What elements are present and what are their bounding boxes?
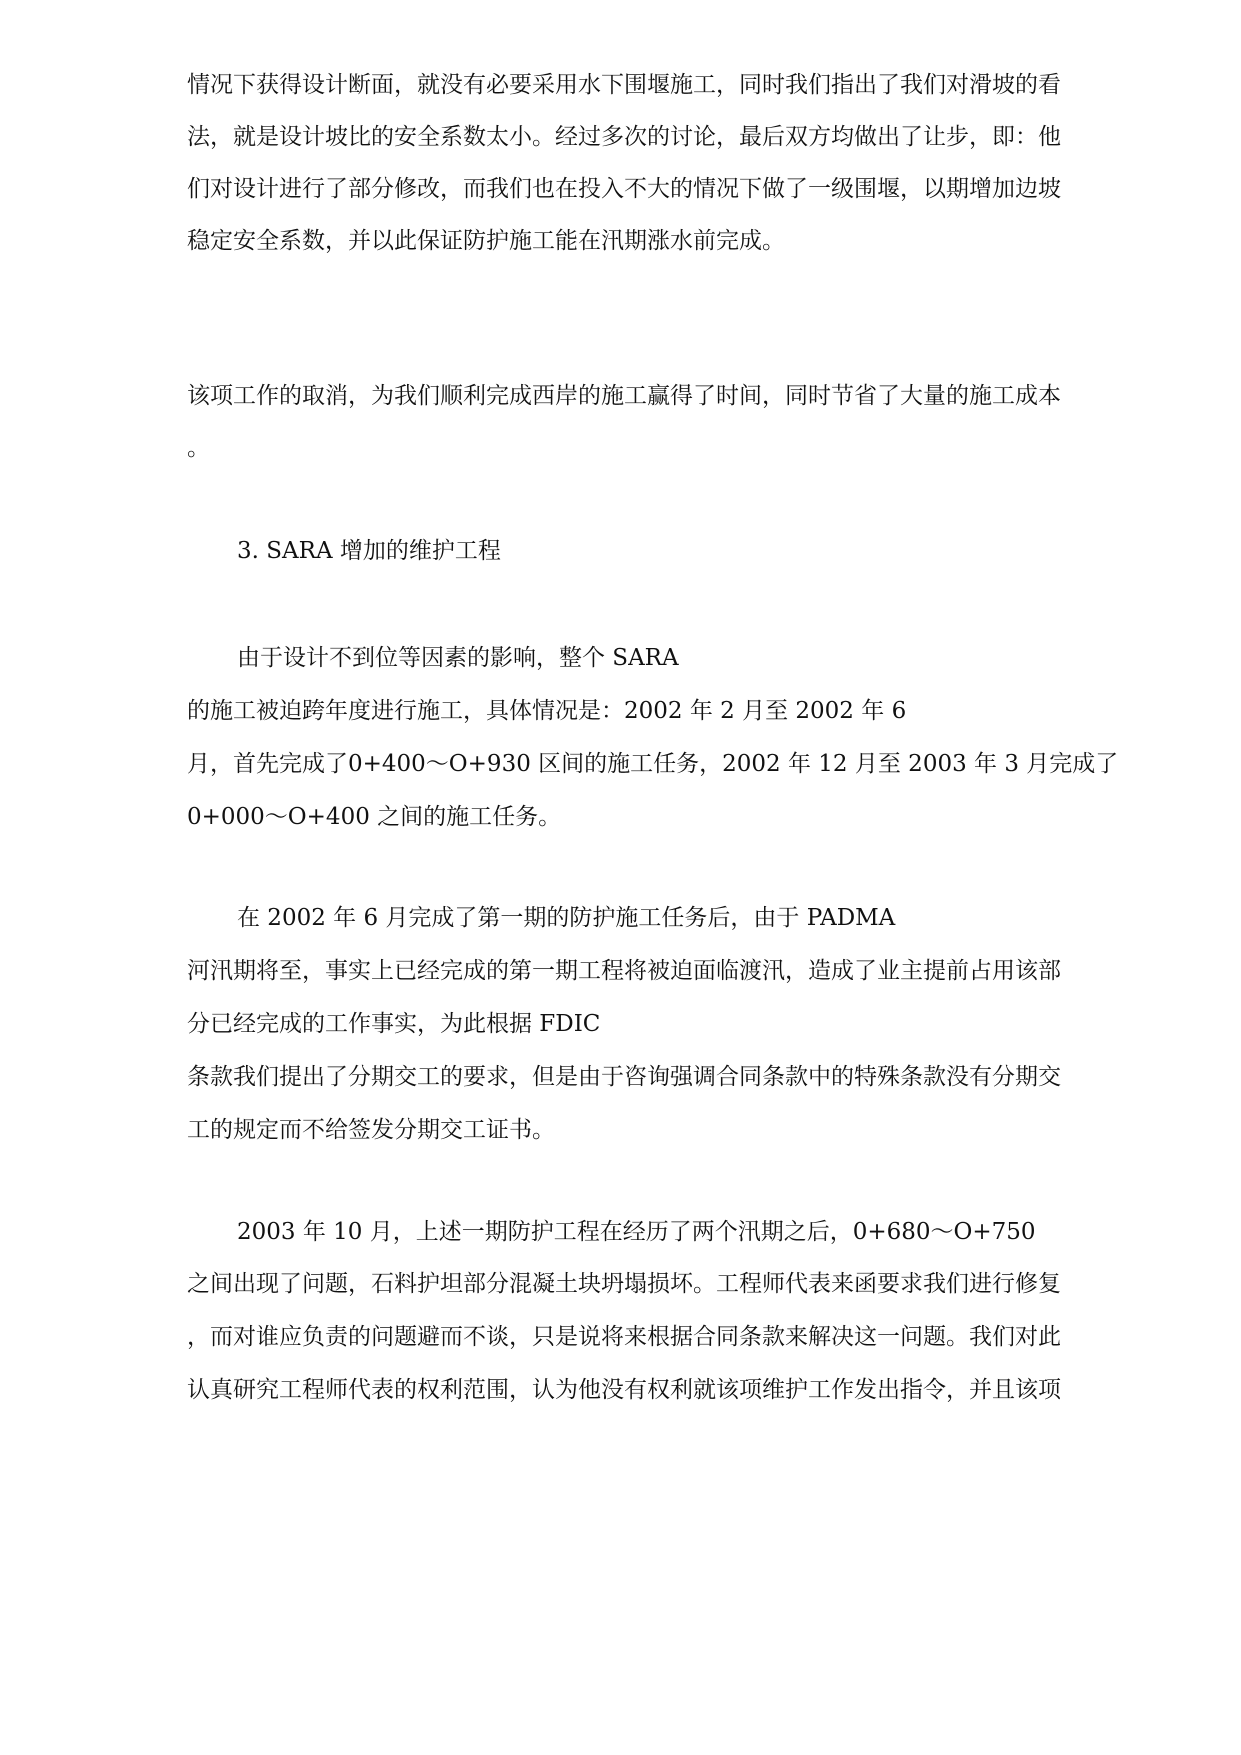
text-line: 法，就是设计坡比的安全系数太小。经过多次的讨论，最后双方均做出了让步，即：他 <box>187 124 1061 150</box>
text-line: 由于设计不到位等因素的影响，整个 SARA <box>237 645 679 671</box>
text-line: 。 <box>187 435 210 461</box>
text-line: 在 2002 年 6 月完成了第一期的防护施工任务后，由于 PADMA <box>237 905 896 931</box>
text-line: 认真研究工程师代表的权利范围，认为他没有权利就该项维护工作发出指令，并且该项 <box>187 1377 1061 1403</box>
text-line: 2003 年 10 月，上述一期防护工程在经历了两个汛期之后，0+680～O+750 <box>237 1219 1036 1245</box>
text-line: 的施工被迫跨年度进行施工，具体情况是：2002 年 2 月至 2002 年 6 <box>187 698 907 724</box>
text-line: ，而对谁应负责的问题避而不谈，只是说将来根据合同条款来解决这一问题。我们对此 <box>187 1324 1061 1350</box>
text-line: 情况下获得设计断面，就没有必要采用水下围堰施工，同时我们指出了我们对滑坡的看 <box>187 72 1061 98</box>
text-line: 之间出现了问题，石料护坦部分混凝土块坍塌损坏。工程师代表来函要求我们进行修复 <box>187 1271 1061 1297</box>
text-line: 们对设计进行了部分修改，而我们也在投入不大的情况下做了一级围堰，以期增加边坡 <box>187 176 1061 202</box>
text-line: 该项工作的取消，为我们顺利完成西岸的施工赢得了时间，同时节省了大量的施工成本 <box>187 383 1061 409</box>
text-line: 0+000～O+400 之间的施工任务。 <box>187 804 562 830</box>
text-line: 月，首先完成了0+400～O+930 区间的施工任务，2002 年 12 月至 2003 年 3 月完成了 <box>187 751 1119 777</box>
section-heading-text: 3. SARA 增加的维护工程 <box>237 538 501 564</box>
text-line: 稳定安全系数，并以此保证防护施工能在汛期涨水前完成。 <box>187 228 785 254</box>
text-line: 工的规定而不给签发分期交工证书。 <box>187 1117 555 1143</box>
text-line: 河汛期将至，事实上已经完成的第一期工程将被迫面临渡汛，造成了业主提前占用该部 <box>187 958 1061 984</box>
text-line: 条款我们提出了分期交工的要求，但是由于咨询强调合同条款中的特殊条款没有分期交 <box>187 1064 1061 1090</box>
text-line: 分已经完成的工作事实，为此根据 FDIC <box>187 1011 601 1037</box>
